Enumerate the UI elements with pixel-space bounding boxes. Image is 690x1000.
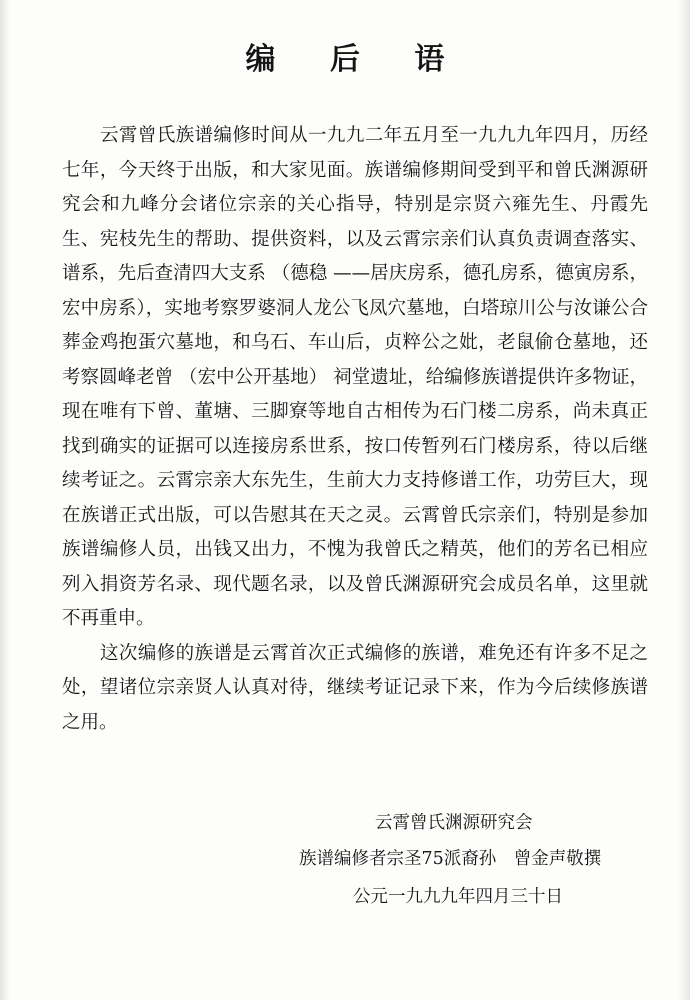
scan-edge-right xyxy=(678,0,690,1000)
scan-edge-left xyxy=(0,0,10,1000)
page-title: 编 后 语 xyxy=(245,42,467,77)
paragraph-2: 这次编修的族谱是云霄首次正式编修的族谱，难免还有许多不足之处，望诸位宗亲贤人认真对待，继续考证记录下来，作为今后续修族谱之用。 xyxy=(62,642,648,733)
paragraph-1: 云霄曾氏族谱编修时间从一九九二年五月至一九九九年四月，历经七年，今天终于出版，和大家见面。族谱编修期间受到平和曾氏渊源研究会和九峰分会诸位宗亲的关心指导，特别是宗贤六雍先生、丹霞先生、宪枝先生的帮助、提供资料，以及云霄宗亲们认真负责调查落实、谱系，先后查清四大支系 （德稳 ——居庆房系，德孔房系，德寅房系，宏中房系），实地考察罗婆洞人龙公飞凤穴墓地，白塔琼川公与汝谦公合葬金鸡抱蛋穴墓地，和乌石、车山后，贞粹公之妣，老鼠偷仓墓地，还考察圆峰老曾 （宏中公开基地） 祠堂遗址，给编修族谱提供许多物证，现在唯有下曾、董塘、三脚寮等地自古相传为石门楼二房系，尚未真正找到确实的证据可以连接房系世系，按口传暂列石门楼房系，待以后继续考证之。云霄宗亲大东先生，生前大力支持修谱工作，功劳巨大，现在族谱正式出版，可以告慰其在天之灵。云霄曾氏宗亲们，特别是参加族谱编修人员，出钱又出力，不愧为我曾氏之精英，他们的芳名已相应列入捐资芳名录、现代题名录，以及曾氏渊源研究会成员名单，这里就不再重申。 xyxy=(62,125,648,629)
signature-date: 公元一九九九年四月三十日 xyxy=(353,887,563,907)
signature-author: 族谱编修者宗圣75派裔孙 曾金声敬撰 xyxy=(299,849,602,869)
signature-organization: 云霄曾氏渊源研究会 xyxy=(375,813,533,833)
document-body xyxy=(62,119,648,740)
